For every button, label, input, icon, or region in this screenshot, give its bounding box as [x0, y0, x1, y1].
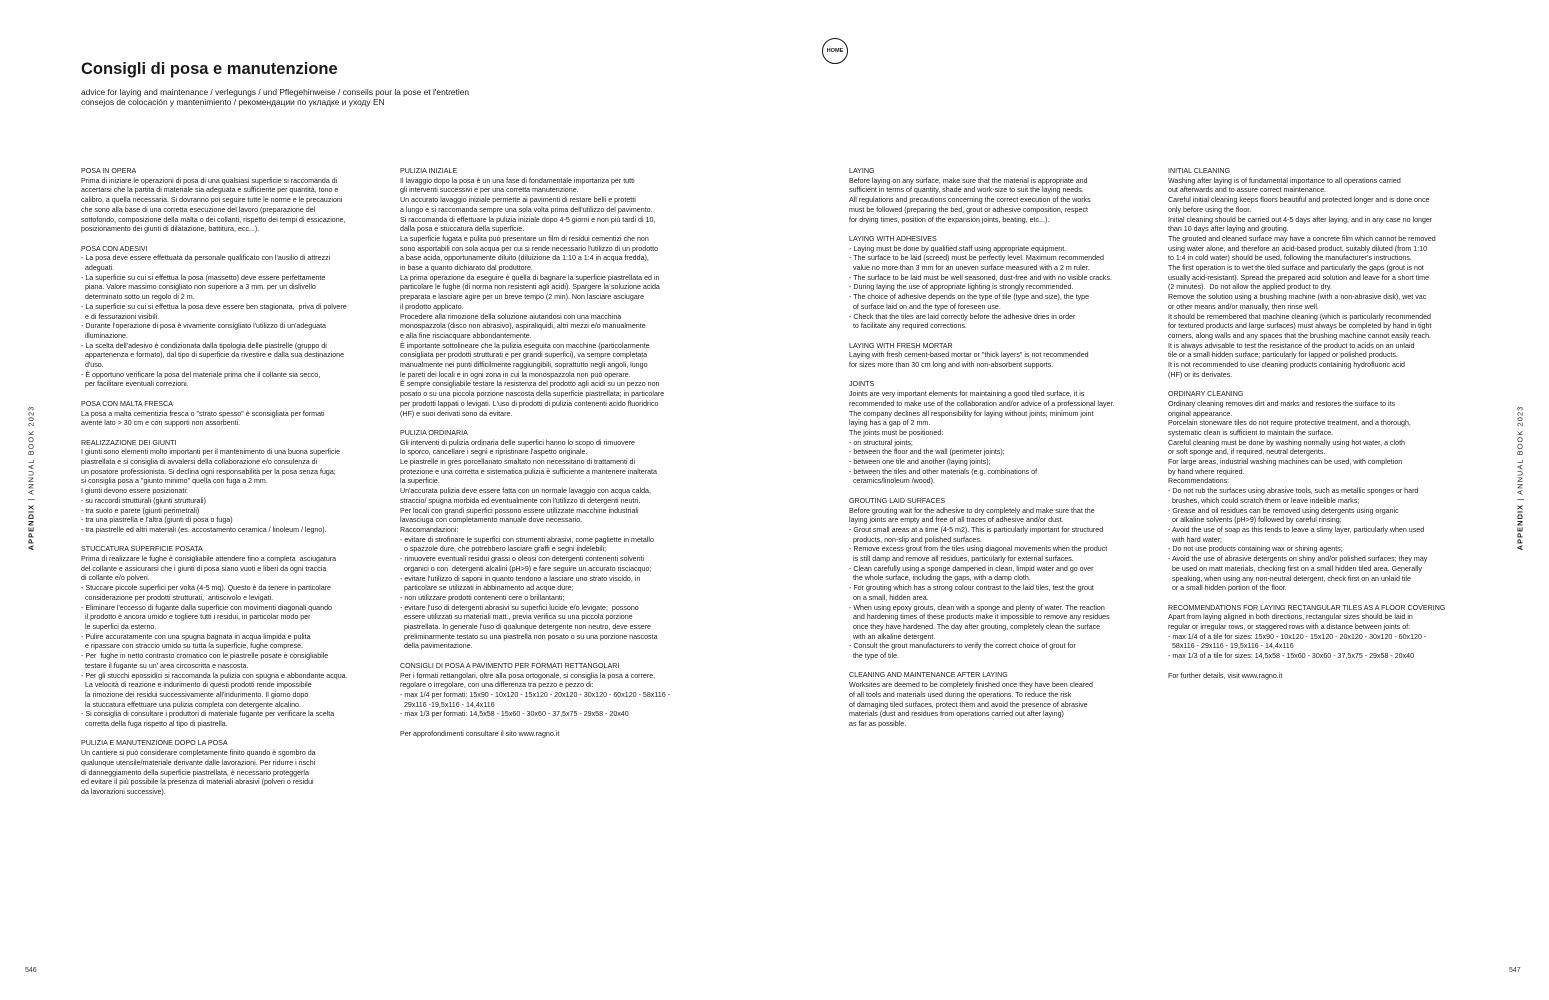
column-italian-1 — [81, 167, 393, 807]
section-heading: REALIZZAZIONE DEI GIUNTI — [81, 438, 177, 447]
text-section — [400, 662, 715, 720]
text-section — [849, 167, 1161, 225]
section-body: Joints are very important elements for maintaining a good tiled surface, it is recommended to make use of the collaboration and/or advice of a professional layer. The company declines all responsibility for laying without joints; minimum joint laying has a gap of 2 mm. The joints must be positioned: - on structural joints; - between the floor and the wall (perimeter joints); - between one tile and another (laying joints); - between the tiles and other materials (e.g. combinations of ceramics/linoleum /wood). — [849, 390, 1115, 486]
section-heading: PULIZIA E MANUTENZIONE DOPO LA POSA — [81, 739, 228, 748]
subtitle-line: consejos de colocación y mantenimiento / рекомендации по укладке и уходу EN — [81, 97, 385, 108]
section-heading: INITIAL CLEANING — [1168, 167, 1231, 175]
section-body: Before laying on any surface, make sure that the material is appropriate and sufficient in terms of quantity, shade and work-size to suit the laying needs. All regulations and precautions concerning the correct execution of the works must be followed (preparing the bed, grout or adhesive composition, respect for drying times, position of the expansion joints, beating, etc...). — [849, 176, 1091, 224]
text-section — [1168, 167, 1488, 380]
section-body: Prima di iniziare le operazioni di posa di una qualsiasi superficie si raccomanda di accertarsi che la partita di materiale sia adeguata e sufficiente per quantità, tono e calibro, a quella necessaria. Si dovranno poi seguire tutte le norme e le precauzioni che sono alla base di una corretta esecuzione del lavoro (preparazione del sottofondo, composizione della malta o dei collanti, rispetto dei tempi di essicazione, posizionamento dei giunti di dilatazione, battitura, ecc...). — [81, 176, 346, 234]
text-section — [81, 545, 393, 729]
section-body: - Laying must be done by qualified staff using appropriate equipment. - The surface to be laid (screed) must be perfectly level. Maximum recommended value no more than 3 mm for an uneven surface measured with a 2 m ruler. - The surface to be laid must be well seasoned, dust-free and with no visible cracks. - During laying the use of appropriate lighting is strongly recommended. - The choice of adhesive depends on the type of tile (type and size), the type of surface laid on and the type of foreseen use. - Check that the tiles are laid correctly before the adhesive dries in order to facilitate any required corrections. — [849, 244, 1112, 331]
section-heading: POSA CON MALTA FRESCA — [81, 399, 173, 408]
section-body: - La posa deve essere effettuata da personale qualificato con l'ausilio di attrezzi adeguati. - La superficie su cui si effettua la posa (massetto) deve essere perfettamente piana. Valore massimo consigliato non superiore a 3 mm. per un dislivello determinato sotto un regolo di 2 m. - La superficie su cui si effettua la posa deve essere ben stagionata, priva di polvere e di fessurazioni visibili. - Durante l'operazione di posa è vivamente consigliato l'utilizzo di un'adeguata illuminazione. - La scelta dell'adesivo è condizionata dalla tipologia delle piastrelle (gruppo di appartenenza e formato), dal tipo di superficie da rivestire e dalla sua destinazione d'uso. - È opportuno verificare la posa del materiale prima che il collante sia secco, per facilitare eventuali correzioni. — [81, 254, 347, 389]
text-section — [849, 380, 1161, 487]
text-section — [849, 342, 1161, 371]
text-section — [81, 245, 393, 391]
section-body: Ordinary cleaning removes dirt and marks and restores the surface to its original appearance. Porcelain stoneware tiles do not require protective treatment, and a thorough, systematic clean is sufficient to maintain the surface. Careful cleaning must be done by washing normally using hot water, a cloth or soft sponge and, if required, neutral detergents. For large areas, industrial washing machines can be used, with completion by hand where required. Recommendations: - Do not rub the surfaces using abrasive tools, such as metallic sponges or hard brushes, which could scratch them or leave indelible marks; - Grease and oil residues can be removed using detergents using organic or alkaline solvents (pH>9) followed by careful rinsing; - Avoid the use of soap as this tends to leave a slimy layer, particularly when used with hard water; - Do not use products containing wax or shining agents; - Avoid the use of abrasive detergents on shiny and/or polished surfaces; they may be used on matt materials, checking first on a small hidden tiled area. Generally speaking, when using any non-neutral detergent, check first on an unlaid tile or a small hidden portion of the floor. — [1168, 399, 1428, 593]
section-heading: ORDINARY CLEANING — [1168, 390, 1244, 399]
section-body: I giunti sono elementi molto importanti per il mantenimento di una buona superficie piastrellata e si consiglia di avvalersi della collaborazione e/o consulenza di un posatore professionista. Si declina ogni responsabilità per la posa senza fuga; si consiglia posa a "giunto minimo" quella con fuga a 2 mm. I giunti devono essere posizionati: - su raccordi strutturali (giunti strutturali) - tra suolo e parete (giunti perimetrali) - tra una piastrella e l'altra (giunti di posa o fuga) - tra piastrelle ed altri materiali (es. accostamento ceramica / linoleum / legno). — [81, 448, 341, 534]
column-italian-2 — [400, 167, 715, 749]
text-section — [400, 730, 715, 740]
section-body: Washing after laying is of fundamental importance to all operations carried out afterwards and to assure correct maintenance. Careful initial cleaning keeps floors beautiful and protected longer and is done once only before using the floor. Initial cleaning should be carried out 4-5 days after laying, and in any case no longer than 10 days after laying and grouting. The grouted and cleaned surface may have a concrete film which cannot be removed using water alone, and therefore an acid-based product, suitably diluted (from 1:10 to 1:4 in cold water) should be used, following the manufacturer's instructions. The first operation is to wet the tiled surface and particularly the gaps (grout is not usually acid-resistant). Spread the prepared acid solution and leave for a short time (2 minutes). Do not allow the applied product to dry. Remove the solution using a brushing machine (with a non-abrasive disk), wet vac or other means and/or manually, then rinse well. It should be remembered that machine cleaning (which is particularly recommended for textured products and large surfaces) must always be completed by hand in tight corners, along walls and any spaces that the brushing machine cannot easily reach. It is always advisable to test the resistance of the product to acids on an unlaid tile or a small hidden surface; particularly for lapped or polished products. It is not recommended to use cleaning products containing hydrofluoric acid (HF) or its derivates. — [1168, 176, 1436, 379]
section-body: Laying with fresh cement-based mortar or "thick layers" is not recommended for sizes more than 30 cm long and with non-absorbent supports. — [849, 351, 1089, 370]
section-body: Before grouting wait for the adhesive to dry completely and make sure that the laying joints are empty and free of all traces of adhesive and/or dust. - Grout small areas at a time (4-5 m2). This is particularly important for structured products, non-slip and polished surfaces. - Remove excess grout from the tiles using diagonal movements when the product is still damp and remove all residues, particularly for external surfaces. - Clean carefully using a sponge dampened in clean, limpid water and go over the whole surface, including the gaps, with a damp cloth. - For grouting which has a strong colour contrast to the laid tiles, test the grout on a small, hidden area. - When using epoxy grouts, clean with a sponge and plenty of water. The reaction and hardening times of these products make it impossible to remove any residues once they have hardened. The day after grouting, completely clean the surface with an alkaline detergent. - Consult the grout manufacturers to verify the correct choice of grout for the type of tile. — [849, 506, 1110, 661]
section-heading: JOINTS — [849, 380, 875, 389]
text-section — [849, 497, 1161, 662]
section-heading: CLEANING AND MAINTENANCE AFTER LAYING — [849, 671, 1008, 680]
column-english-1 — [849, 167, 1161, 739]
section-body: La posa a malta cementizia fresca o "strato spesso" è sconsigliata per formati avente lato > 30 cm e con supporti non assorbenti. — [81, 409, 325, 428]
side-label-sep: | — [1515, 494, 1525, 504]
text-section — [1168, 604, 1488, 662]
text-section — [81, 439, 393, 536]
section-body: Un cantiere si può considerare completamente finito quando è sgombro da qualunque utensile/materiale derivante dalle lavorazioni. Per ridurre i rischi di danneggiamento della superficie piastrellata, è necessario proteggerla ed evitare il più possibile la presenza di materiali abrasivi (polveri o residui da lavorazioni successive). — [81, 749, 316, 796]
section-body: Gli interventi di pulizia ordinaria delle superfici hanno lo scopo di rimuovere lo sporco, cancellare i segni e ripristinare l'aspetto originale. Le piastrelle in gres porcellanato smaltato non necessitano di trattamenti di protezione e una corretta e sistematica pulizia è sufficiente a mantenere inalterata la superficie. Un'accurata pulizia deve essere fatta con un normale lavaggio con acqua calda, straccio/ spugna morbida ed eventualmente con l'utilizzo di detergenti neutri. Per locali con grandi superfici possono essere utilizzate macchine industriali lavasciuga con completamento manuale dove necessario. Raccomandazioni: - evitare di strofinare le superfici con strumenti abrasivi, come pagliette in metallo o spazzole dure, che potrebbero lasciare graffi e segni indelebili; - rimuovere eventuali residui grassi o oleosi con detergenti contenenti solventi organici o con detergenti alcalini (pH>9) e fare seguire un accurato risciacquo; - evitare l'utilizzo di saponi in quanto tendono a lasciare uno strato viscido, in particolare se utilizzati in abbinamento ad acque dure; - non utilizzare prodotti contenenti cere o brillantanti; - evitare l'uso di detergenti abrasivi su superfici lucide e/o levigate; possono essere utilizzati su materiali matt., previa verifica su una piccola porzione piastrellata. In generale l'uso di qualunque detergente non neutro, deve essere preliminarmente testato su una piastrella non posato o su una porzione nascosta della pavimentazione. — [400, 438, 658, 651]
page-subtitle — [81, 87, 601, 107]
section-heading: STUCCATURA SUPERFICIE POSATA — [81, 545, 203, 554]
text-section — [849, 235, 1161, 332]
text-section — [1168, 390, 1488, 594]
section-heading: LAYING WITH ADHESIVES — [849, 234, 937, 243]
section-heading: LAYING WITH FRESH MORTAR — [849, 341, 953, 350]
side-label-left — [27, 406, 36, 551]
section-heading: RECOMMENDATIONS FOR LAYING RECTANGULAR TILES AS A FLOOR COVERING — [1168, 603, 1446, 612]
side-label-bold: APPENDIX — [1515, 503, 1525, 551]
section-body: Per i formati rettangolari, oltre alla posa ortogonale, si consiglia la posa a correre, regolare o irregolare, con una differenza tra pezzo e pezzo di: - max 1/4 per formati: 15x90 - 10x120 - 15x120 - 20x120 - 30x120 - 60x120 - 58x116 - 29x116 -19,5x116 - 14,4x116 - max 1/3 per formati: 14,5x58 - 15x60 - 30x60 - 37,5x75 - 29x58 - 20x40 — [400, 671, 670, 719]
section-heading: POSA CON ADESIVI — [81, 244, 148, 253]
page-number-right: 547 — [1509, 967, 1521, 974]
section-heading: POSA IN OPERA — [81, 167, 137, 175]
page-title: Consigli di posa e manutenzione — [81, 60, 338, 78]
section-body: Per approfondimenti consultare il sito www.ragno.it — [400, 729, 560, 738]
home-label: HOME — [826, 48, 844, 54]
side-label-bold: APPENDIX — [26, 503, 36, 551]
section-body: Worksites are deemed to be completely finished once they have been cleared of all tools and materials used during the operations. To reduce the risk of damaging tiled surfaces, protect them and avoid the presence of abrasive materials (dust and residues from operations carried out after laying) as far as possible. — [849, 681, 1093, 728]
column-english-2 — [1168, 167, 1488, 691]
side-label-sep: | — [26, 494, 36, 504]
text-section — [81, 400, 393, 429]
side-label-right — [1516, 406, 1525, 551]
section-heading: GROUTING LAID SURFACES — [849, 496, 946, 505]
text-section — [81, 167, 393, 235]
section-heading: CONSIGLI DI POSA A PAVIMENTO PER FORMATI RETTANGOLARI — [400, 661, 620, 670]
text-section — [400, 167, 715, 419]
section-heading: PULIZIA INIZIALE — [400, 167, 458, 175]
section-body: For further details, visit www.ragno.it — [1168, 671, 1283, 680]
section-body: Il lavaggio dopo la posa è un una fase di fondamentale importanza per tutti gli interventi successivi e per una corretta manutenzione. Un accurato lavaggio iniziale permette ai pavimenti di restare belli e protetti a lungo e si raccomanda sempre una sola volta prima dell'utilizzo del pavimento. Si raccomanda di effettuare la pulizia iniziale dopo 4-5 giorni e non più tardi di 10, dalla posa e stuccatura della superficie. La superficie fugata e pulita può presentare un film di residui cementizi che non sono asportabili con sola acqua per cui si rende necessario l'utilizzo di un prodotto a base acida, opportunamente diluito (diluizione da 1:10 a 1:4 in acqua fredda), in base a quanto dichiarato dal produttore. La prima operazione da eseguire è quella di bagnare la superficie piastrellata ed in particolare le fughe (di norma non resistenti agli acidi). Spargere la soluzione acida preparata e lasciare agire per un breve tempo (2 min). Non lasciare asciugare il prodotto applicato. Procedere alla rimozione della soluzione aiutandosi con una macchina monospazzola (disco non abrasivo), aspiraliquidi, altri mezzi e/o manualmente e alla fine risciacquare abbondantemente. È importante sottolineare che la pulizia eseguita con macchine (particolarmente consigliata per prodotti strutturati e per grandi superfici), va sempre completata manualmente nei punti difficilmente raggiungibili, soprattutto negli angoli, lungo le pareti dei locali e in ogni zona in cui la monospazzola non può operare. È sempre consigliabile testare la resistenza del prodotto agli acidi su un pezzo non posato o su una piccola porzione nascosta della superficie piastrellata; in particolare per prodotti lappati o levigati. L'uso di prodotti di pulizia contenenti acido fluoridrico (HF) e suoi derivati sono da evitare. — [400, 176, 665, 418]
side-label-rest: ANNUAL BOOK 2023 — [26, 405, 36, 495]
text-section — [1168, 672, 1488, 682]
text-section — [81, 739, 393, 797]
section-heading: LAYING — [849, 167, 875, 175]
side-label-rest: ANNUAL BOOK 2023 — [1515, 405, 1525, 495]
section-body: Prima di realizzare le fughe è consigliabile attendere fino a completa asciugatura del collante e assicurarsi che i giunti di posa siano vuoti e liberi da ogni traccia di collante e/o polveri. - Stuccare piccole superfici per volta (4-5 mq). Questo è da tenere in particolare considerazione per prodotti strutturati, antiscivolo e levigati. - Eliminare l'eccesso di fugante dalla superficie con movimenti diagonali quando il prodotto è ancora umido e togliere tutti i residui, in particolar modo per le superfici da esterno. - Pulire accuratamente con una spugna bagnata in acqua limpida e pulita e ripassare con straccio umido su tutta la superficie, fughe comprese. - Per fughe in netto contrasto cromatico con le piastrelle posate è consigliabile testare il fugante su un' area circoscritta e nascosta. - Per gli stucchi epossidici si raccomanda la pulizia con spugna e abbondante acqua. La velocità di reazione e indurimento di questi prodotti rende impossibile la rimozione dei residui successivamente all'indurimento. Il giorno dopo la stuccatura effettuare una pulizia completa con detergente alcalino. - Si consiglia di consultare i produttori di materiale fugante per verificare la scelta corretta della fuga rispetto al tipo di piastrella. — [81, 555, 348, 729]
page-number-left: 546 — [25, 967, 37, 974]
section-body: Apart from laying aligned in both directions, rectangular sizes should be laid in regular or irregular rows, or staggered rows with a distance between joints of: - max 1/4 of a tile for sizes: 15x90 - 10x120 - 15x120 - 20x120 - 30x120 - 60x120 - 58x116 - 29x116 - 19,5x116 - 14,4x116 - max 1/3 of a tile for sizes: 14,5x58 - 15x60 - 30x60 - 37,5x75 - 29x58 - 20x40 — [1168, 613, 1427, 661]
home-button[interactable] — [822, 38, 848, 64]
text-section — [849, 671, 1161, 729]
section-heading: PULIZIA ORDINARIA — [400, 428, 468, 437]
text-section — [400, 429, 715, 652]
subtitle-line: advice for laying and maintenance / verlegungs / und Pflegehinweise / conseils pour la pose et l'entretien — [81, 87, 470, 97]
